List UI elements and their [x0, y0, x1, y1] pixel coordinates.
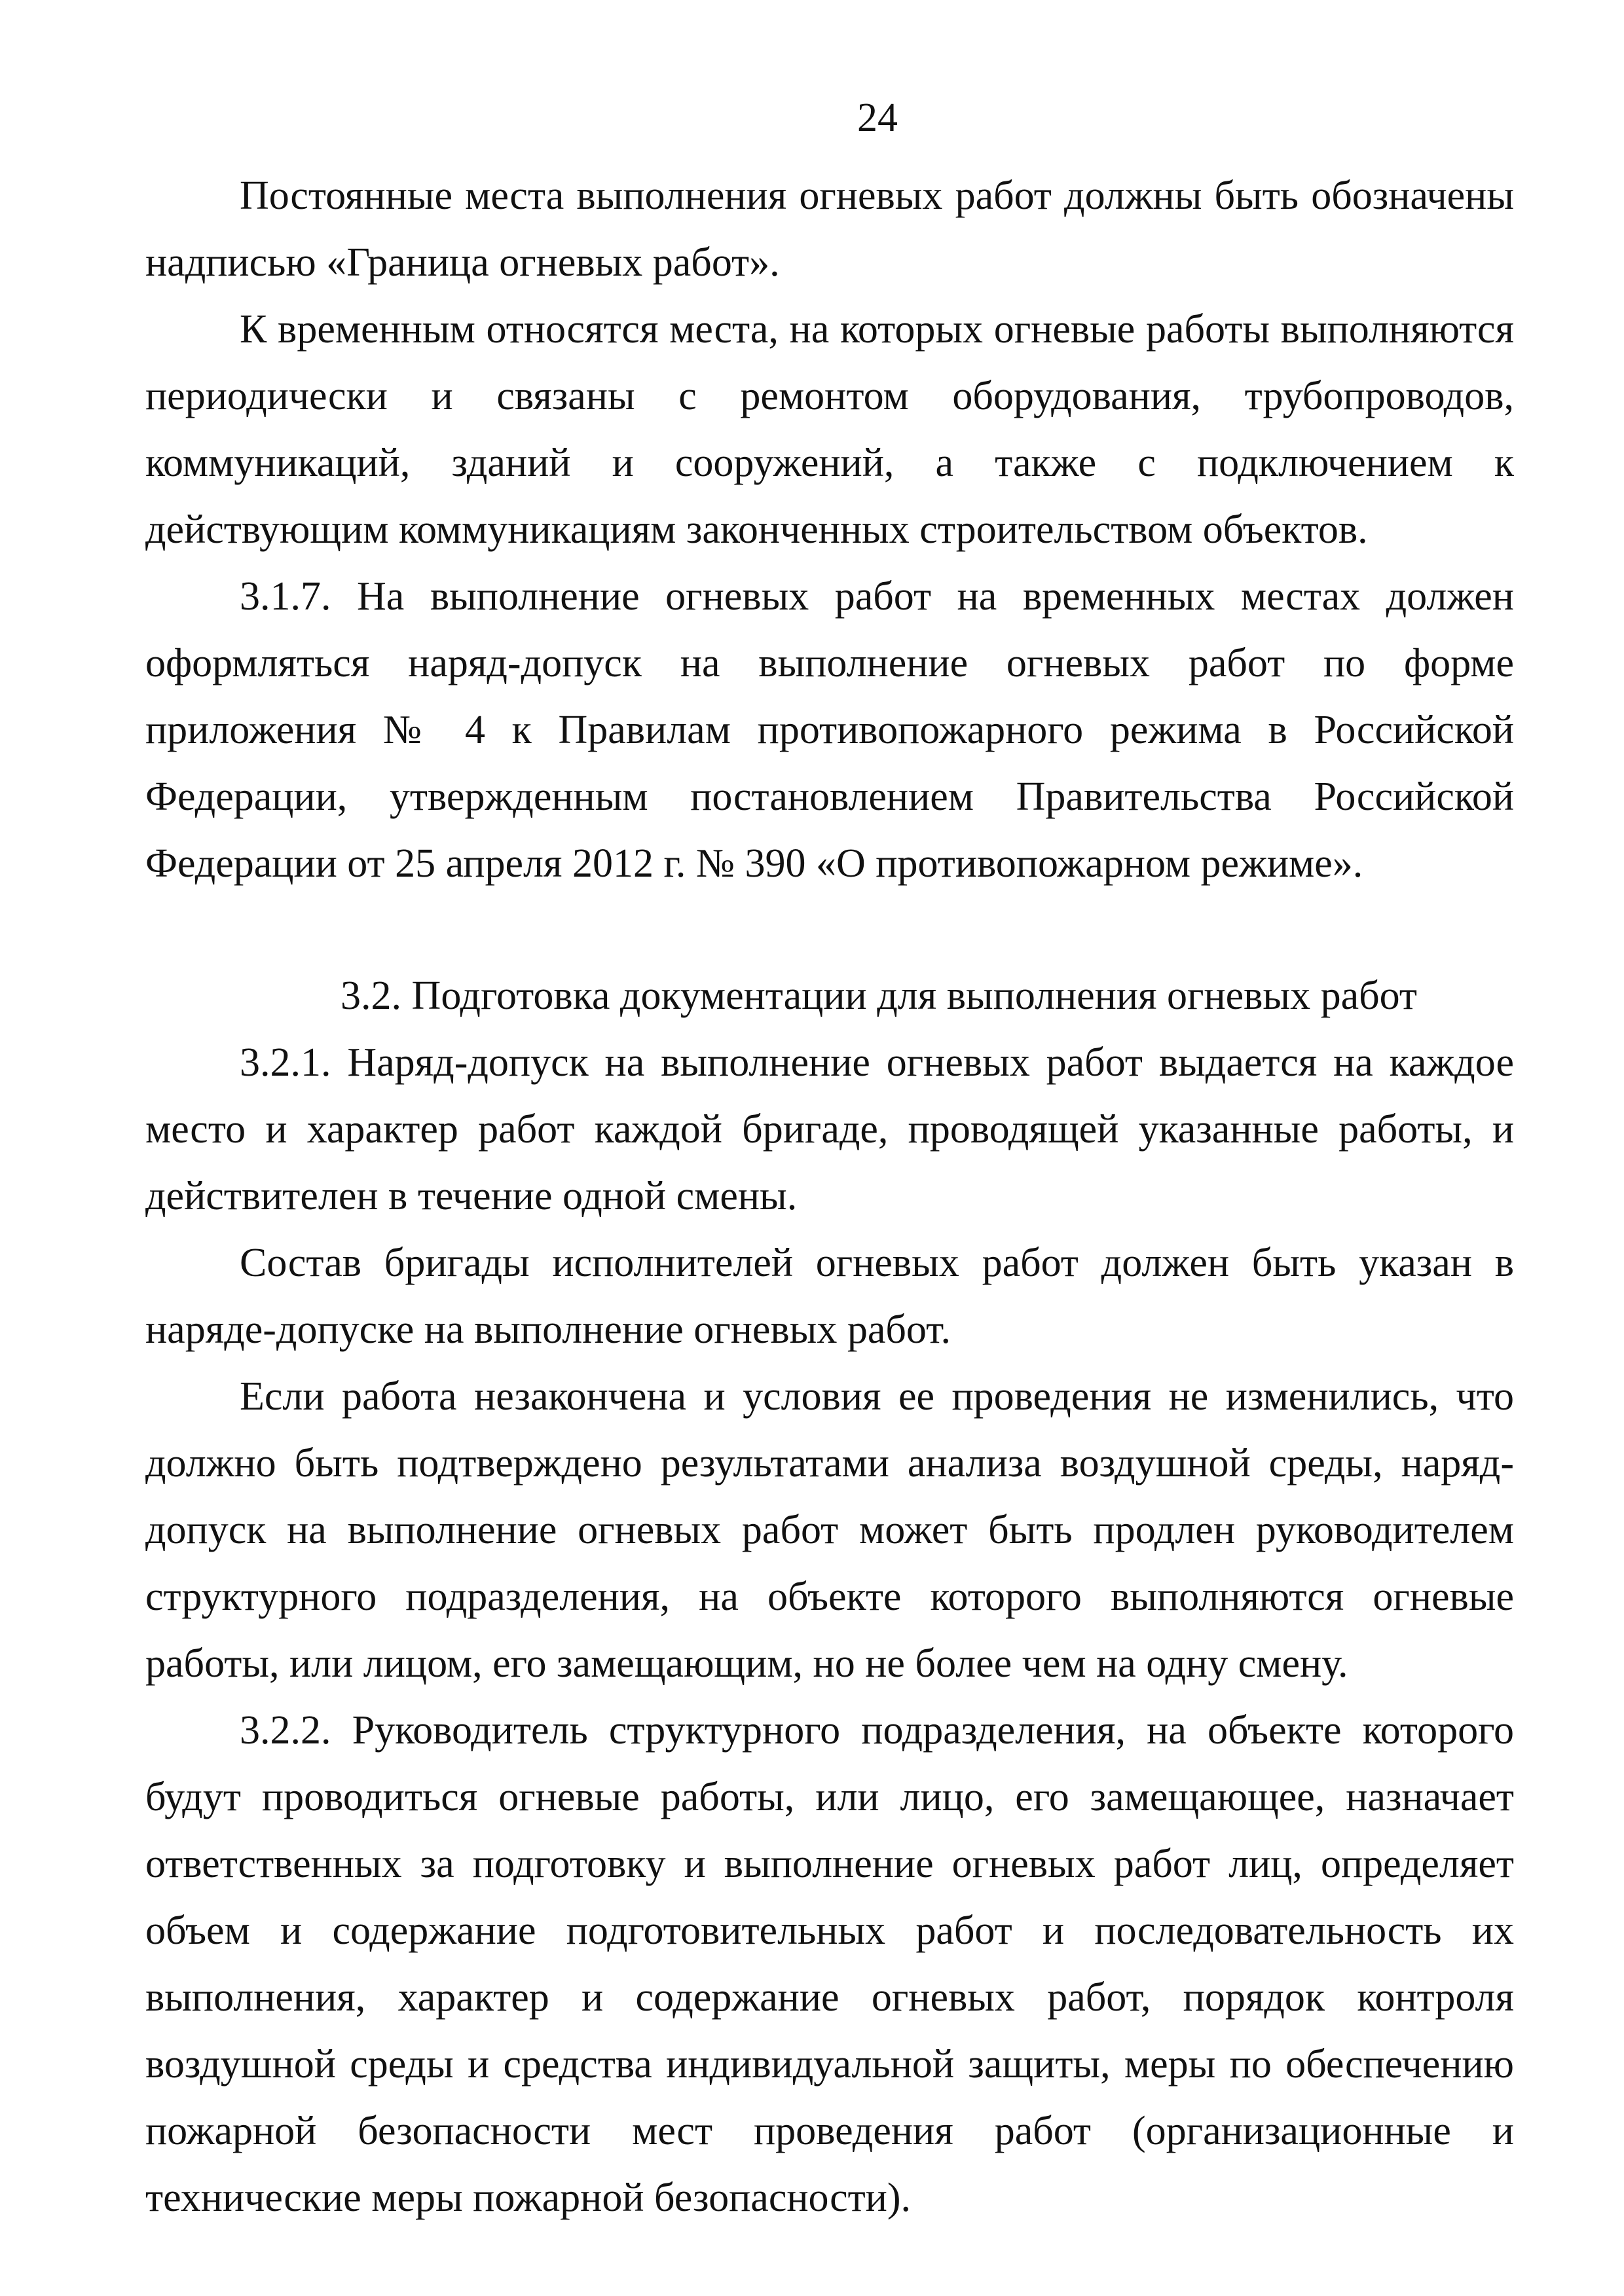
paragraph-3-2-1: 3.2.1. Наряд-допуск на выполнение огневых работ выдается на каждое место и характер работ каждой бригаде, проводящей указанные работы, и действителен в течение одной смены.	[145, 1040, 1514, 1218]
document-body	[145, 162, 1514, 2231]
paragraph-3-1-7: 3.1.7. На выполнение огневых работ на временных местах должен оформляться наряд-допуск на выполнение огневых работ по форме приложения № 4 к Правилам противопожарного режима в Российской Федерации, утвержденным постановлением Правительства Российской Федерации от 25 апреля 2012 г. № 390 «О противопожарном режиме».	[145, 574, 1514, 886]
paragraph-temporary-places: К временным относятся места, на которых огневые работы выполняются периодически и связаны с ремонтом оборудования, трубопроводов, коммуникаций, зданий и сооружений, а также с подключением к действующим коммуникациям законченных строительством объектов.	[145, 307, 1514, 552]
paragraph-permit-extension: Если работа незакончена и условия ее проведения не изменились, что должно быть подтверждено результатами анализа воздушной среды, наряд-допуск на выполнение огневых работ может быть продлен руководителем структурного подразделения, на объекте которого выполняются огневые работы, или лицом, его замещающим, но не более чем на одну смену.	[145, 1374, 1514, 1686]
section-spacer	[145, 897, 1514, 962]
paragraph-3-2-2: 3.2.2. Руководитель структурного подразделения, на объекте которого будут проводиться огневые работы, или лицо, его замещающее, назначает ответственных за подготовку и выполнение огневых работ лиц, определяет объем и содержание подготовительных работ и последовательность их выполнения, характер и содержание огневых работ, порядок контроля воздушной среды и средства индивидуальной защиты, меры по обеспечению пожарной безопасности мест проведения работ (организационные и технические меры пожарной безопасности).	[145, 1708, 1514, 2220]
page-number: 24	[857, 96, 898, 140]
paragraph-brigade-composition: Состав бригады исполнителей огневых работ должен быть указан в наряде-допуске на выполнение огневых работ.	[145, 1241, 1514, 1352]
section-heading-3-2: 3.2. Подготовка документации для выполнения огневых работ	[341, 974, 1417, 1018]
paragraph-permanent-places: Постоянные места выполнения огневых работ должны быть обозначены надписью «Граница огневых работ».	[145, 173, 1514, 285]
